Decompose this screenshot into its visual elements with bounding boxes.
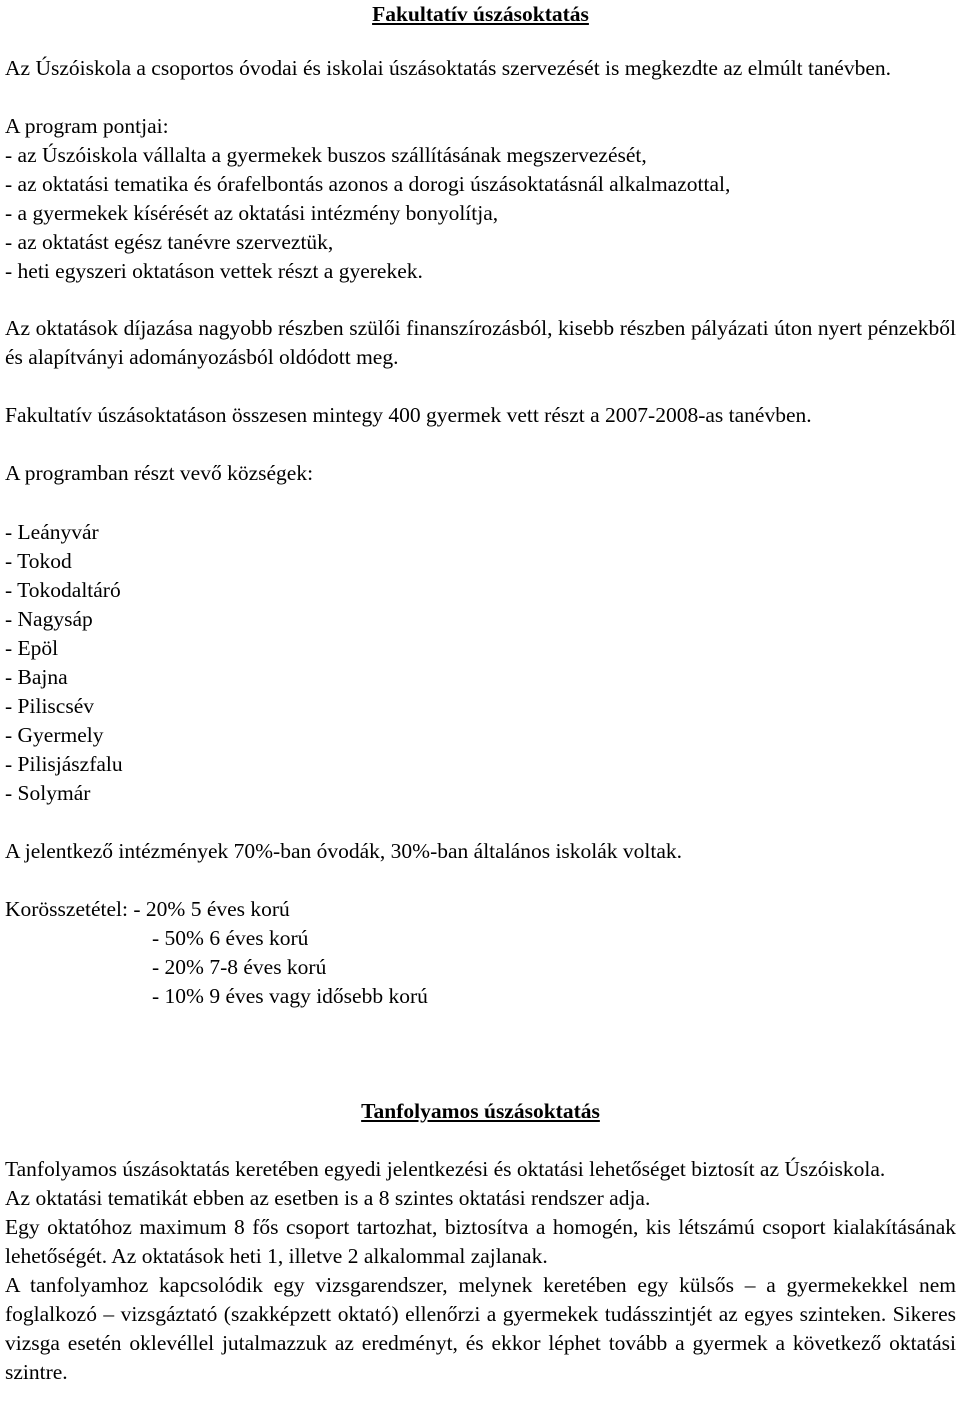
list-item: - Epöl [5, 636, 59, 660]
list-item: - Tokodaltáró [5, 578, 121, 602]
program-heading: A program pontjai: [5, 114, 169, 138]
list-item: - Nagysáp [5, 607, 93, 631]
tanfolyam-paragraph: Az oktatási tematikát ebben az esetben is a 8 szintes oktatási rendszer adja. [5, 1186, 651, 1210]
institutions-paragraph: A jelentkező intézmények 70%-ban óvodák, 30%-ban általános iskolák voltak. [5, 839, 683, 863]
tanfolyam-section [5, 1155, 956, 1387]
funding-paragraph: Az oktatások díjazása nagyobb részben szülői finanszírozásból, kisebb részben pályázati úton nyert pénzekből és alapítványi adományozásból oldódott meg. [5, 316, 956, 369]
villages-list [5, 518, 956, 808]
intro-paragraph: Az Úszóiskola a csoportos óvodai és iskolai úszásoktatás szervezését is megkezdte az elmúlt tanévben. [5, 56, 891, 80]
age-group: - 10% 9 éves vagy idősebb korú [152, 984, 428, 1008]
program-point: - a gyermekek kísérését az oktatási intézmény bonyolítja, [5, 201, 499, 225]
age-row [5, 895, 956, 924]
age-group: - 50% 6 éves korú [152, 926, 309, 950]
program-point: - az oktatást egész tanévre szerveztük, [5, 230, 334, 254]
section-title-tanfolyamos: Tanfolyamos úszásoktatás [361, 1099, 600, 1123]
tanfolyam-paragraph: Egy oktatóhoz maximum 8 fős csoport tartozhat, biztosítva a homogén, kis létszámú csoport kialakításának lehetőségét. Az oktatások heti 1, illetve 2 alkalommal zajlanak. [5, 1215, 956, 1268]
list-item: - Bajna [5, 665, 68, 689]
age-label: Korösszetétel: [5, 897, 128, 921]
section-title-fakultativ: Fakultatív úszásoktatás [372, 2, 589, 26]
tanfolyam-paragraph: A tanfolyamhoz kapcsolódik egy vizsgarendszer, melynek keretében egy külsős – a gyermekekkel nem foglalkozó – vizsgáztató (szakképzett oktató) ellenőrzi a gyermekek tudásszintjét az egyes szinteken. Sikeres vizsga esetén oklevéllel jutalmazzuk az eredményt, és ekkor léphet tovább a gyermek a következő oktatási szintre. [5, 1273, 956, 1384]
program-point: - az oktatási tematika és órafelbontás azonos a dorogi úszásoktatásnál alkalmazottal, [5, 172, 731, 196]
list-item: - Leányvár [5, 520, 99, 544]
villages-heading: A programban részt vevő községek: [5, 461, 314, 485]
list-item: - Solymár [5, 781, 91, 805]
participants-paragraph: Fakultatív úszásoktatáson összesen mintegy 400 gyermek vett részt a 2007-2008-as tanévben. [5, 403, 812, 427]
program-section [5, 112, 956, 286]
age-composition [5, 895, 956, 1011]
list-item: - Tokod [5, 549, 72, 573]
age-group: - 20% 7-8 éves korú [152, 955, 327, 979]
tanfolyam-paragraph: Tanfolyamos úszásoktatás keretében egyedi jelentkezési és oktatási lehetőséget biztosít az Úszóiskola. [5, 1157, 886, 1181]
list-item: - Piliscsév [5, 694, 94, 718]
list-item: - Gyermely [5, 723, 104, 747]
list-item: - Pilisjászfalu [5, 752, 123, 776]
program-point: - heti egyszeri oktatáson vettek részt a gyerekek. [5, 259, 423, 283]
program-point: - az Úszóiskola vállalta a gyermekek buszos szállításának megszervezését, [5, 143, 647, 167]
age-group: - 20% 5 éves korú [133, 897, 290, 921]
